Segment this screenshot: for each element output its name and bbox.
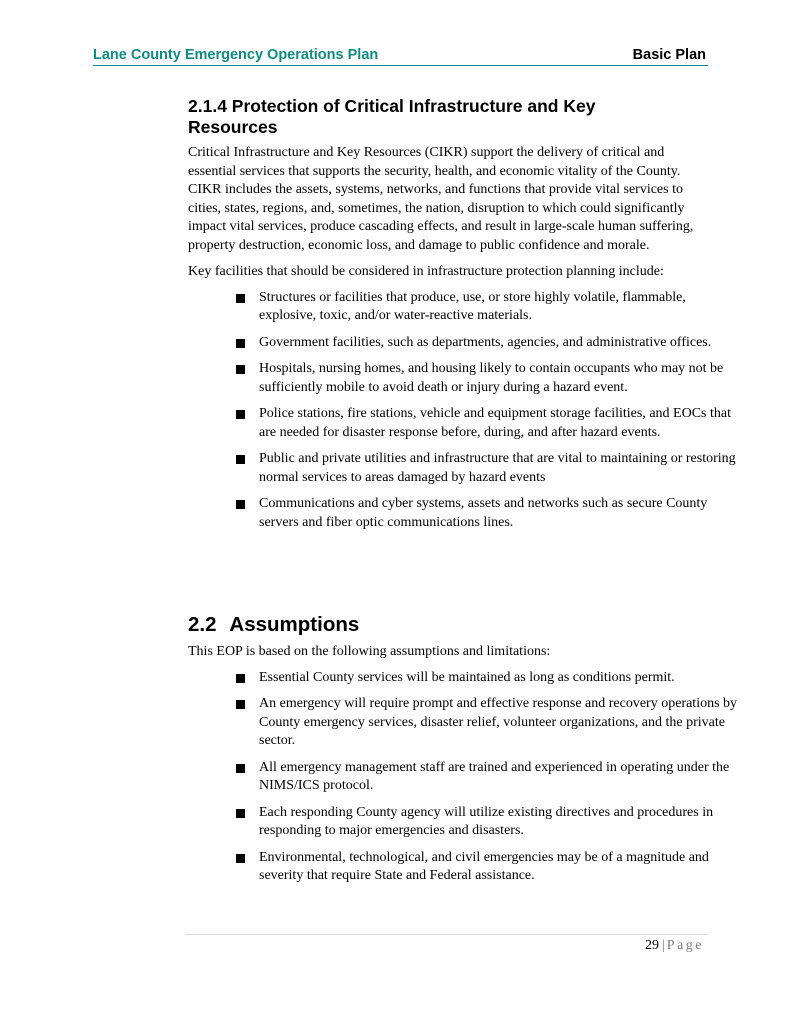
list-item-text: All emergency management staff are trained and experienced in operating under the NIMS/ICS protocol. — [259, 759, 730, 793]
section-214-heading: 2.1.4 Protection of Critical Infrastructure and Key Resources — [188, 96, 596, 137]
list-item-text: Each responding County agency will utilize existing directives and procedures in responding to major emergencies and disasters. — [259, 804, 714, 838]
list-item — [236, 695, 746, 751]
list-item-text: Police stations, fire stations, vehicle and equipment storage facilities, and EOCs that are needed for disaster response before, during, and after hazard events. — [259, 406, 731, 440]
square-bullet-icon — [236, 700, 245, 709]
section-title: Basic Plan — [632, 47, 706, 63]
list-item-text: An emergency will require prompt and effective response and recovery operations by County emergency services, disaster relief, volunteer organizations, and the private sector. — [259, 696, 738, 748]
list-item — [236, 334, 746, 353]
list-item-text: Government facilities, such as departments, agencies, and administrative offices. — [259, 334, 712, 350]
section-214 — [188, 96, 748, 540]
footer-separator: | — [661, 938, 665, 953]
square-bullet-icon — [236, 809, 245, 818]
list-item — [236, 849, 746, 886]
list-item — [236, 669, 746, 688]
list-item — [236, 804, 746, 841]
document-title: Lane County Emergency Operations Plan — [93, 47, 379, 63]
list-item — [236, 450, 746, 487]
square-bullet-icon — [236, 294, 245, 303]
square-bullet-icon — [236, 365, 245, 374]
list-item-text: Public and private utilities and infrastructure that are vital to maintaining or restoring normal services to areas damaged by hazard events — [259, 451, 736, 485]
square-bullet-icon — [236, 339, 245, 348]
list-item-text: Communications and cyber systems, assets and networks such as secure County servers and fiber optic communications lines. — [259, 496, 708, 530]
square-bullet-icon — [236, 455, 245, 464]
square-bullet-icon — [236, 854, 245, 863]
footer-divider — [185, 934, 708, 935]
page-label: Page — [666, 938, 704, 953]
square-bullet-icon — [236, 500, 245, 509]
page-number: 29 — [644, 938, 659, 953]
list-item — [236, 360, 746, 397]
page-footer — [645, 937, 704, 955]
section-214-paragraph-1: Critical Infrastructure and Key Resources (CIKR) support the delivery of critical and essential services that supports the security, health, and economic vitality of the County. CIKR includes the assets, systems, networks, and functions that provide vital services to cities, states, regions, and, sometimes, the nation, disruption to which could significantly impact vital services, produce cascading effects, and result in large-scale human suffering, property destruction, economic loss, and damage to public confidence and morale. — [188, 145, 694, 253]
assumptions-intro: This EOP is based on the following assumptions and limitations: — [188, 644, 551, 659]
list-item — [236, 759, 746, 796]
section-22 — [188, 613, 748, 894]
list-item — [236, 495, 746, 532]
list-item — [236, 405, 746, 442]
section-214-paragraph-2: Key facilities that should be considered in infrastructure protection planning include: — [188, 264, 664, 279]
square-bullet-icon — [236, 764, 245, 773]
list-item-text: Hospitals, nursing homes, and housing likely to contain occupants who may not be sufficiently mobile to avoid death or injury during a hazard event. — [259, 361, 724, 395]
list-item-text: Structures or facilities that produce, use, or store highly volatile, flammable, explosive, toxic, and/or water-reactive materials. — [259, 289, 686, 323]
page-header — [93, 47, 708, 66]
list-item-text: Environmental, technological, and civil emergencies may be of a magnitude and severity that require State and Federal assistance. — [259, 849, 709, 883]
key-facilities-list — [188, 289, 748, 533]
square-bullet-icon — [236, 674, 245, 683]
square-bullet-icon — [236, 410, 245, 419]
list-item — [236, 289, 746, 326]
assumptions-heading: 2.2 Assumptions — [188, 613, 360, 636]
assumptions-list — [188, 669, 748, 886]
list-item-text: Essential County services will be maintained as long as conditions permit. — [259, 669, 675, 685]
